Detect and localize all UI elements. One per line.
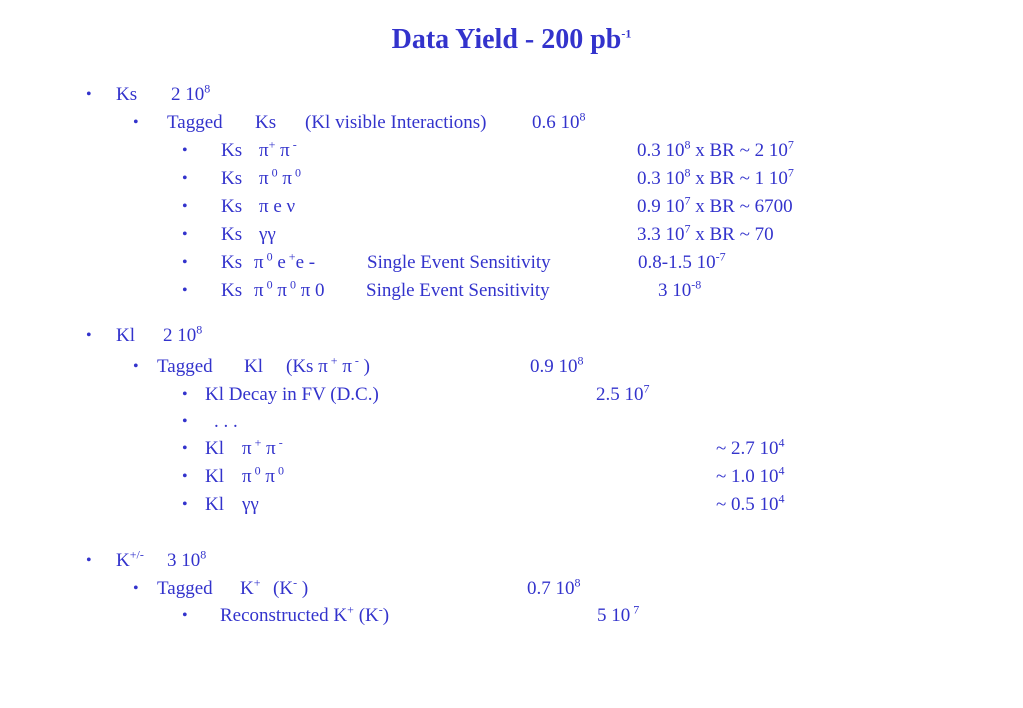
ellipsis: . . . (214, 411, 238, 432)
ks-decay-label: Ks (221, 224, 243, 245)
kl-decay-fv-label: Kl Decay in FV (D.C.) (205, 384, 379, 405)
kl-decay-fv-value: 2.5 $10^7$ (596, 381, 650, 405)
ks-decay-channel: π e ν (259, 196, 296, 217)
title-text: Data Yield - 200 pb (391, 24, 622, 55)
ks-decay-channel: π $^0$ π $^0$ π 0 (254, 277, 325, 301)
kpm-yield: 3 $10^8$ (167, 547, 207, 571)
kpm-reconstructed-label: Reconstructed K+ (K-) (220, 602, 390, 626)
bullet: • (182, 254, 188, 271)
ks-decay-channel: γγ (259, 224, 276, 245)
kl-decay-value: ~ 0.5 $10^4$ (716, 491, 785, 515)
bullet: • (182, 440, 188, 457)
kl-yield: 2 $10^8$ (163, 322, 203, 346)
kpm-tagged-note: (K- ) (273, 575, 309, 599)
ks-tagged-value: 0.6 $10^8$ (532, 109, 586, 133)
kl-decay-label: Kl (205, 494, 224, 515)
kl-label: Kl (116, 325, 135, 346)
ks-decay-channel: π $^0$ π $^0$ (259, 165, 301, 189)
kpm-reconstructed-value: 5 10 $^7$ (597, 602, 640, 626)
bullet: • (133, 580, 139, 597)
ks-decay-channel: π $^0$ e +e - (254, 249, 316, 273)
bullet: • (86, 86, 92, 103)
bullet: • (133, 358, 139, 375)
ks-decay-value: 0.3 $10^8$ x BR ~ 1 $10^7$ (637, 165, 794, 189)
bullet: • (182, 170, 188, 187)
ks-label: Ks (116, 84, 138, 105)
kl-decay-value: ~ 1.0 $10^4$ (716, 463, 785, 487)
bullet: • (182, 386, 188, 403)
ks-tagged-label: Tagged (167, 112, 223, 133)
kl-decay-channel: γγ (242, 494, 259, 515)
bullet: • (182, 413, 188, 430)
kpm-tagged-particle: K+ (240, 575, 261, 599)
kl-tagged-particle: Kl (244, 356, 263, 377)
ks-decay-value: 0.8-1.5 $10^{-7}$ (638, 249, 726, 273)
ks-tagged-particle: Ks (255, 112, 277, 133)
ks-yield: 2 $10^8$ (171, 81, 211, 105)
ks-decay-value: 3.3 $10^7$ x BR ~ 70 (637, 221, 774, 245)
bullet: • (86, 327, 92, 344)
kl-decay-channel: π $^0$ π $^0$ (242, 463, 284, 487)
ks-decay-label: Ks (221, 140, 243, 161)
ks-decay-label: Ks (221, 280, 243, 301)
bullet: • (182, 198, 188, 215)
kpm-tagged-label: Tagged (157, 578, 213, 599)
title-exponent: -1 (621, 26, 632, 41)
bullet: • (182, 282, 188, 299)
kl-tagged-note: (Ks π + π - ) (286, 353, 370, 377)
ks-decay-description: Single Event Sensitivity (366, 280, 550, 301)
kl-decay-label: Kl (205, 466, 224, 487)
ks-tagged-note: (Kl visible Interactions) (305, 112, 487, 133)
kpm-tagged-value: 0.7 $10^8$ (527, 575, 581, 599)
ks-decay-description: Single Event Sensitivity (367, 252, 551, 273)
bullet: • (182, 226, 188, 243)
ks-decay-value: 3 $10^{-8}$ (658, 277, 702, 301)
ks-decay-label: Ks (221, 196, 243, 217)
kl-tagged-label: Tagged (157, 356, 213, 377)
bullet: • (86, 552, 92, 569)
kl-tagged-value: 0.9 $10^8$ (530, 353, 584, 377)
ks-decay-value: 0.9 $10^7$ x BR ~ 6700 (637, 193, 793, 217)
kpm-label: K+/- (116, 547, 144, 571)
bullet: • (182, 607, 188, 624)
bullet: • (182, 142, 188, 159)
kl-decay-value: ~ 2.7 $10^4$ (716, 435, 785, 459)
ks-decay-channel: π+ π - (259, 137, 297, 161)
ks-decay-label: Ks (221, 168, 243, 189)
bullet: • (182, 468, 188, 485)
bullet: • (133, 114, 139, 131)
bullet: • (182, 496, 188, 513)
ks-decay-label: Ks (221, 252, 243, 273)
ks-decay-value: 0.3 $10^8$ x BR ~ 2 $10^7$ (637, 137, 794, 161)
page-title (0, 22, 1023, 58)
kl-decay-channel: π + π - (242, 435, 283, 459)
kl-decay-label: Kl (205, 438, 224, 459)
